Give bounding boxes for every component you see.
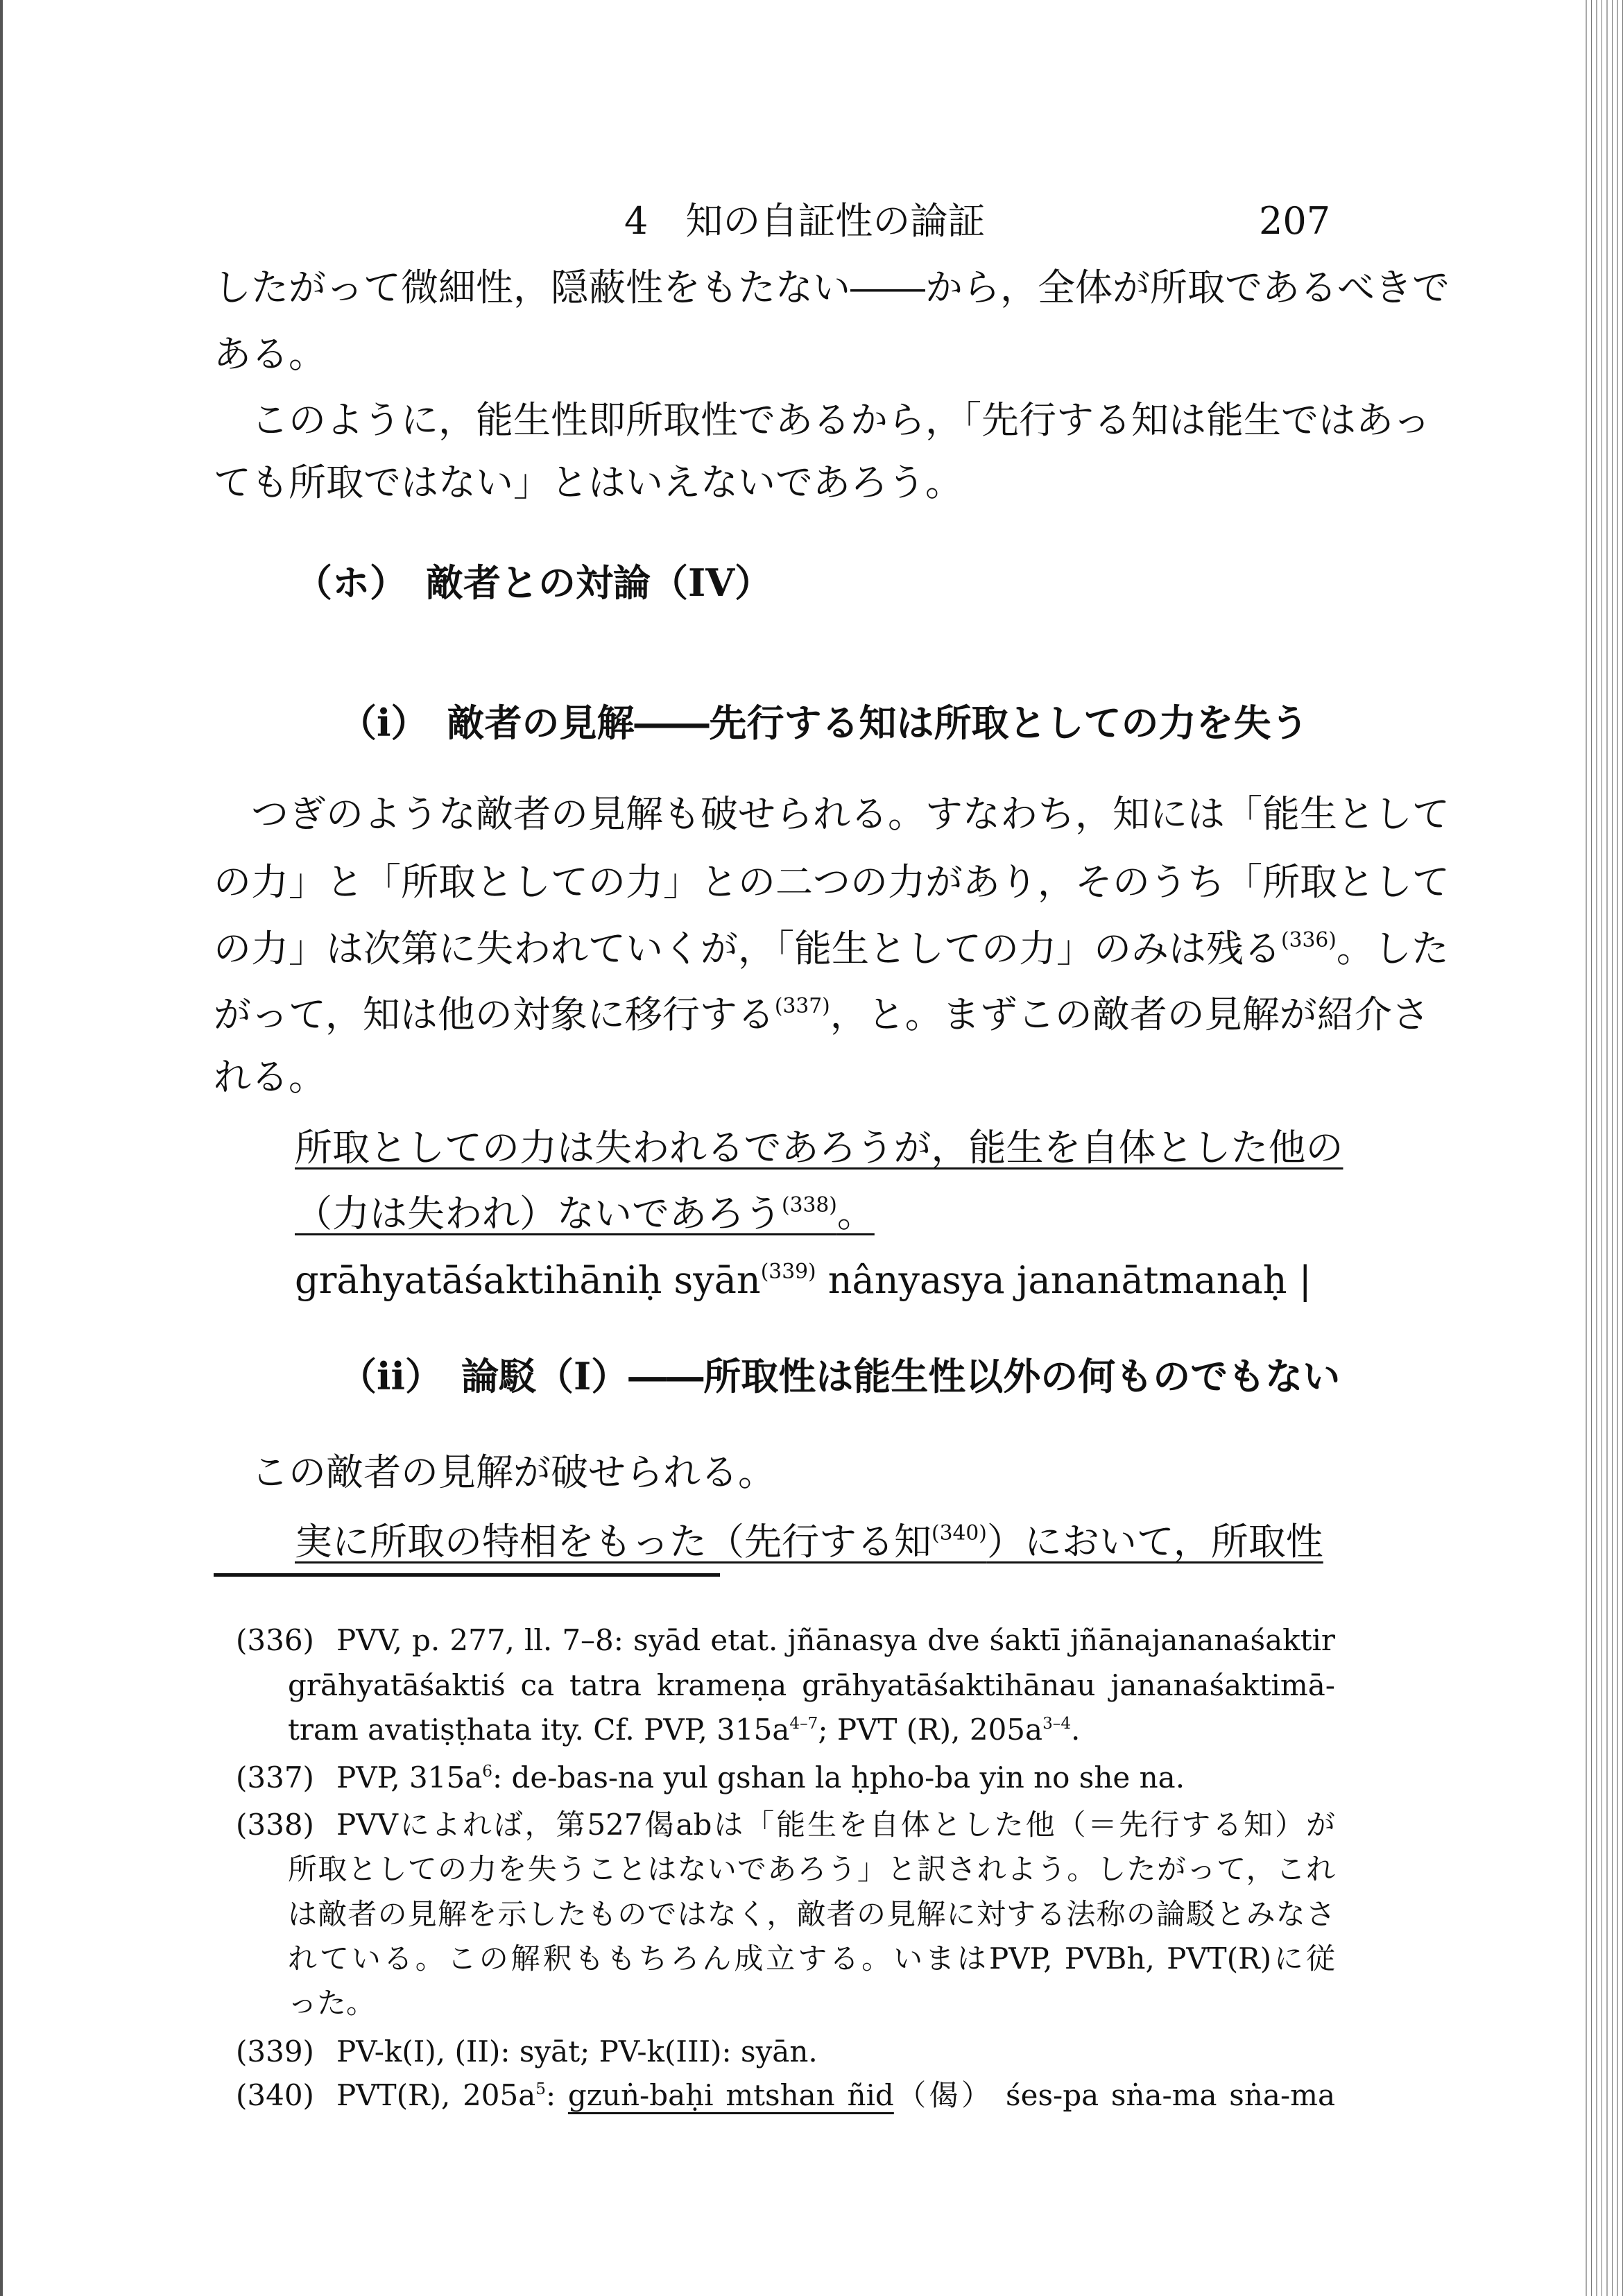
footnote-line: [288, 1894, 1335, 1935]
quoted-verse-line: [295, 1120, 1343, 1176]
footnote-ref: 6: [482, 1762, 492, 1781]
text-segment: このように，能生性即所取性であるから，「先行する知は能生ではあっ: [214, 398, 1431, 442]
text-segment: : de-bas-na yul gshan la ḥpho-ba yin no she na.: [492, 1760, 1185, 1794]
body-line: [214, 1445, 775, 1500]
text-segment: った。: [288, 1986, 376, 2020]
text-segment: （力は失われ）ないであろう: [295, 1192, 782, 1235]
body-line: [214, 921, 1449, 977]
section-heading: [339, 1348, 1340, 1404]
section-heading: [339, 695, 1309, 751]
text-segment: （ii） 論駁（I）――所取性は能生性以外の何ものでもない: [339, 1354, 1341, 1398]
text-segment: PVT(R), 205a: [336, 2078, 536, 2112]
footnote-line: [288, 1982, 375, 2024]
body-line: [214, 855, 1450, 910]
text-segment: れる。: [214, 1055, 326, 1099]
footnote-ref: (338): [782, 1193, 837, 1218]
text-segment: ; PVT (R), 205a: [818, 1713, 1043, 1747]
body-line: [214, 987, 1429, 1043]
text-segment: 。: [836, 1192, 875, 1235]
text-segment: ，と。まずこの敵者の見解が紹介さ: [830, 993, 1429, 1036]
text-segment: （i） 敵者の見解――先行する知は所取としての力を失う: [339, 701, 1309, 745]
text-segment: PVP, 315a: [336, 1760, 483, 1794]
text-segment: grāhyatāśaktiś ca tatra krameṇa grāhyatāśaktihānau jananaśaktimā-: [288, 1668, 1335, 1702]
body-line: [214, 1050, 326, 1105]
text-segment: の力」と「所取としての力」との二つの力があり，そのうち「所取として: [214, 860, 1450, 904]
footnote-number: (339): [236, 2034, 314, 2068]
body-line: [214, 455, 963, 511]
footnote-line: [288, 1665, 1335, 1706]
footnote-ref: (340): [931, 1521, 987, 1546]
section-heading: [295, 555, 772, 610]
footnote-rule: [214, 1573, 720, 1577]
text-segment: PV-k(I), (II): syāt; PV-k(III): syān.: [336, 2034, 818, 2068]
text-segment: PVVによれば，第527偈abは「能生を自体とした他（＝先行する知）が: [336, 1808, 1335, 1842]
footnote-number: (338): [236, 1808, 314, 1842]
text-segment: この敵者の見解が破せられる。: [214, 1450, 775, 1494]
text-segment: 所取としての力は失われるであろうが，能生を自体とした他の: [295, 1126, 1343, 1170]
text-segment: がって，知は他の対象に移行する: [214, 993, 775, 1036]
text-segment: ある。: [214, 332, 326, 376]
text-segment: れている。この解釈ももちろん成立する。いまはPVP, PVBh, PVT(R)に従: [288, 1942, 1335, 1976]
footnote-line: [288, 1938, 1335, 1980]
footnote-ref: 4–7: [789, 1714, 818, 1733]
footnote-line: [288, 1849, 1335, 1890]
text-segment: .: [1071, 1713, 1081, 1747]
footnote-number: (337): [236, 1760, 314, 1794]
footnote-line: [336, 1804, 1335, 1846]
text-segment: nânyasya jananātmanaḥ |: [816, 1258, 1312, 1302]
text-segment: PVV, p. 277, ll. 7–8: syād etat. jñānasya dve śaktī jñānajananaśaktir: [336, 1623, 1335, 1657]
quoted-verse-line: [295, 1186, 875, 1242]
body-line: [214, 327, 326, 382]
text-segment: gzuṅ-baḥi mtshan ñid: [567, 2078, 894, 2112]
text-segment: grāhyatāśaktihāniḥ syān: [295, 1258, 761, 1302]
footnote-line: [336, 2031, 818, 2073]
scan-edge-left: [0, 0, 3, 2296]
footnote-line: [336, 1757, 1185, 1799]
footnote-line: [336, 1620, 1335, 1661]
text-segment: つぎのような敵者の見解も破せられる。すなわち，知には「能生として: [214, 792, 1450, 836]
text-segment: 。した: [1336, 927, 1449, 970]
text-segment: 所取としての力を失うことはないであろう」と訳されよう。したがって，これ: [288, 1852, 1335, 1886]
text-segment: （偈） śes-pa sṅa-ma sṅa-ma: [893, 2078, 1335, 2112]
scan-edge-right: [1581, 0, 1623, 2296]
running-header-chapter: 4 知の自証性の論証: [624, 199, 986, 243]
text-segment: ても所取ではない」とはいえないであろう。: [214, 461, 963, 504]
text-segment: （ホ） 敵者との対論（IV）: [295, 560, 773, 605]
footnote-ref: (337): [774, 994, 830, 1019]
body-line: [214, 260, 1450, 316]
text-segment: ）において，所取性: [986, 1520, 1323, 1563]
footnote-line: [336, 2075, 1335, 2116]
body-line: [214, 787, 1450, 842]
quoted-verse-line: [295, 1514, 1323, 1570]
body-line: [295, 1253, 1312, 1308]
text-segment: tram avatiṣṭhata ity. Cf. PVP, 315a: [288, 1713, 790, 1747]
footnote-ref: (336): [1281, 928, 1337, 953]
text-segment: 実に所取の特相をもった（先行する知: [295, 1520, 931, 1563]
footnote-ref: 3–4: [1042, 1714, 1072, 1733]
page-number: 207: [1259, 199, 1331, 243]
footnote-line: [288, 1709, 1080, 1751]
text-segment: :: [546, 2078, 568, 2112]
footnote-ref: (339): [760, 1260, 816, 1285]
text-segment: は敵者の見解を示したものではなく，敵者の見解に対する法称の論駁とみなさ: [288, 1897, 1335, 1931]
footnote-number: (336): [236, 1623, 314, 1657]
footnote-number: (340): [236, 2078, 314, 2112]
body-line: [214, 393, 1431, 448]
footnote-ref: 5: [535, 2080, 546, 2098]
text-segment: したがって微細性，隠蔽性をもたない――から，全体が所取であるべきで: [214, 266, 1450, 309]
text-segment: の力」は次第に失われていくが，「能生としての力」のみは残る: [214, 927, 1281, 970]
